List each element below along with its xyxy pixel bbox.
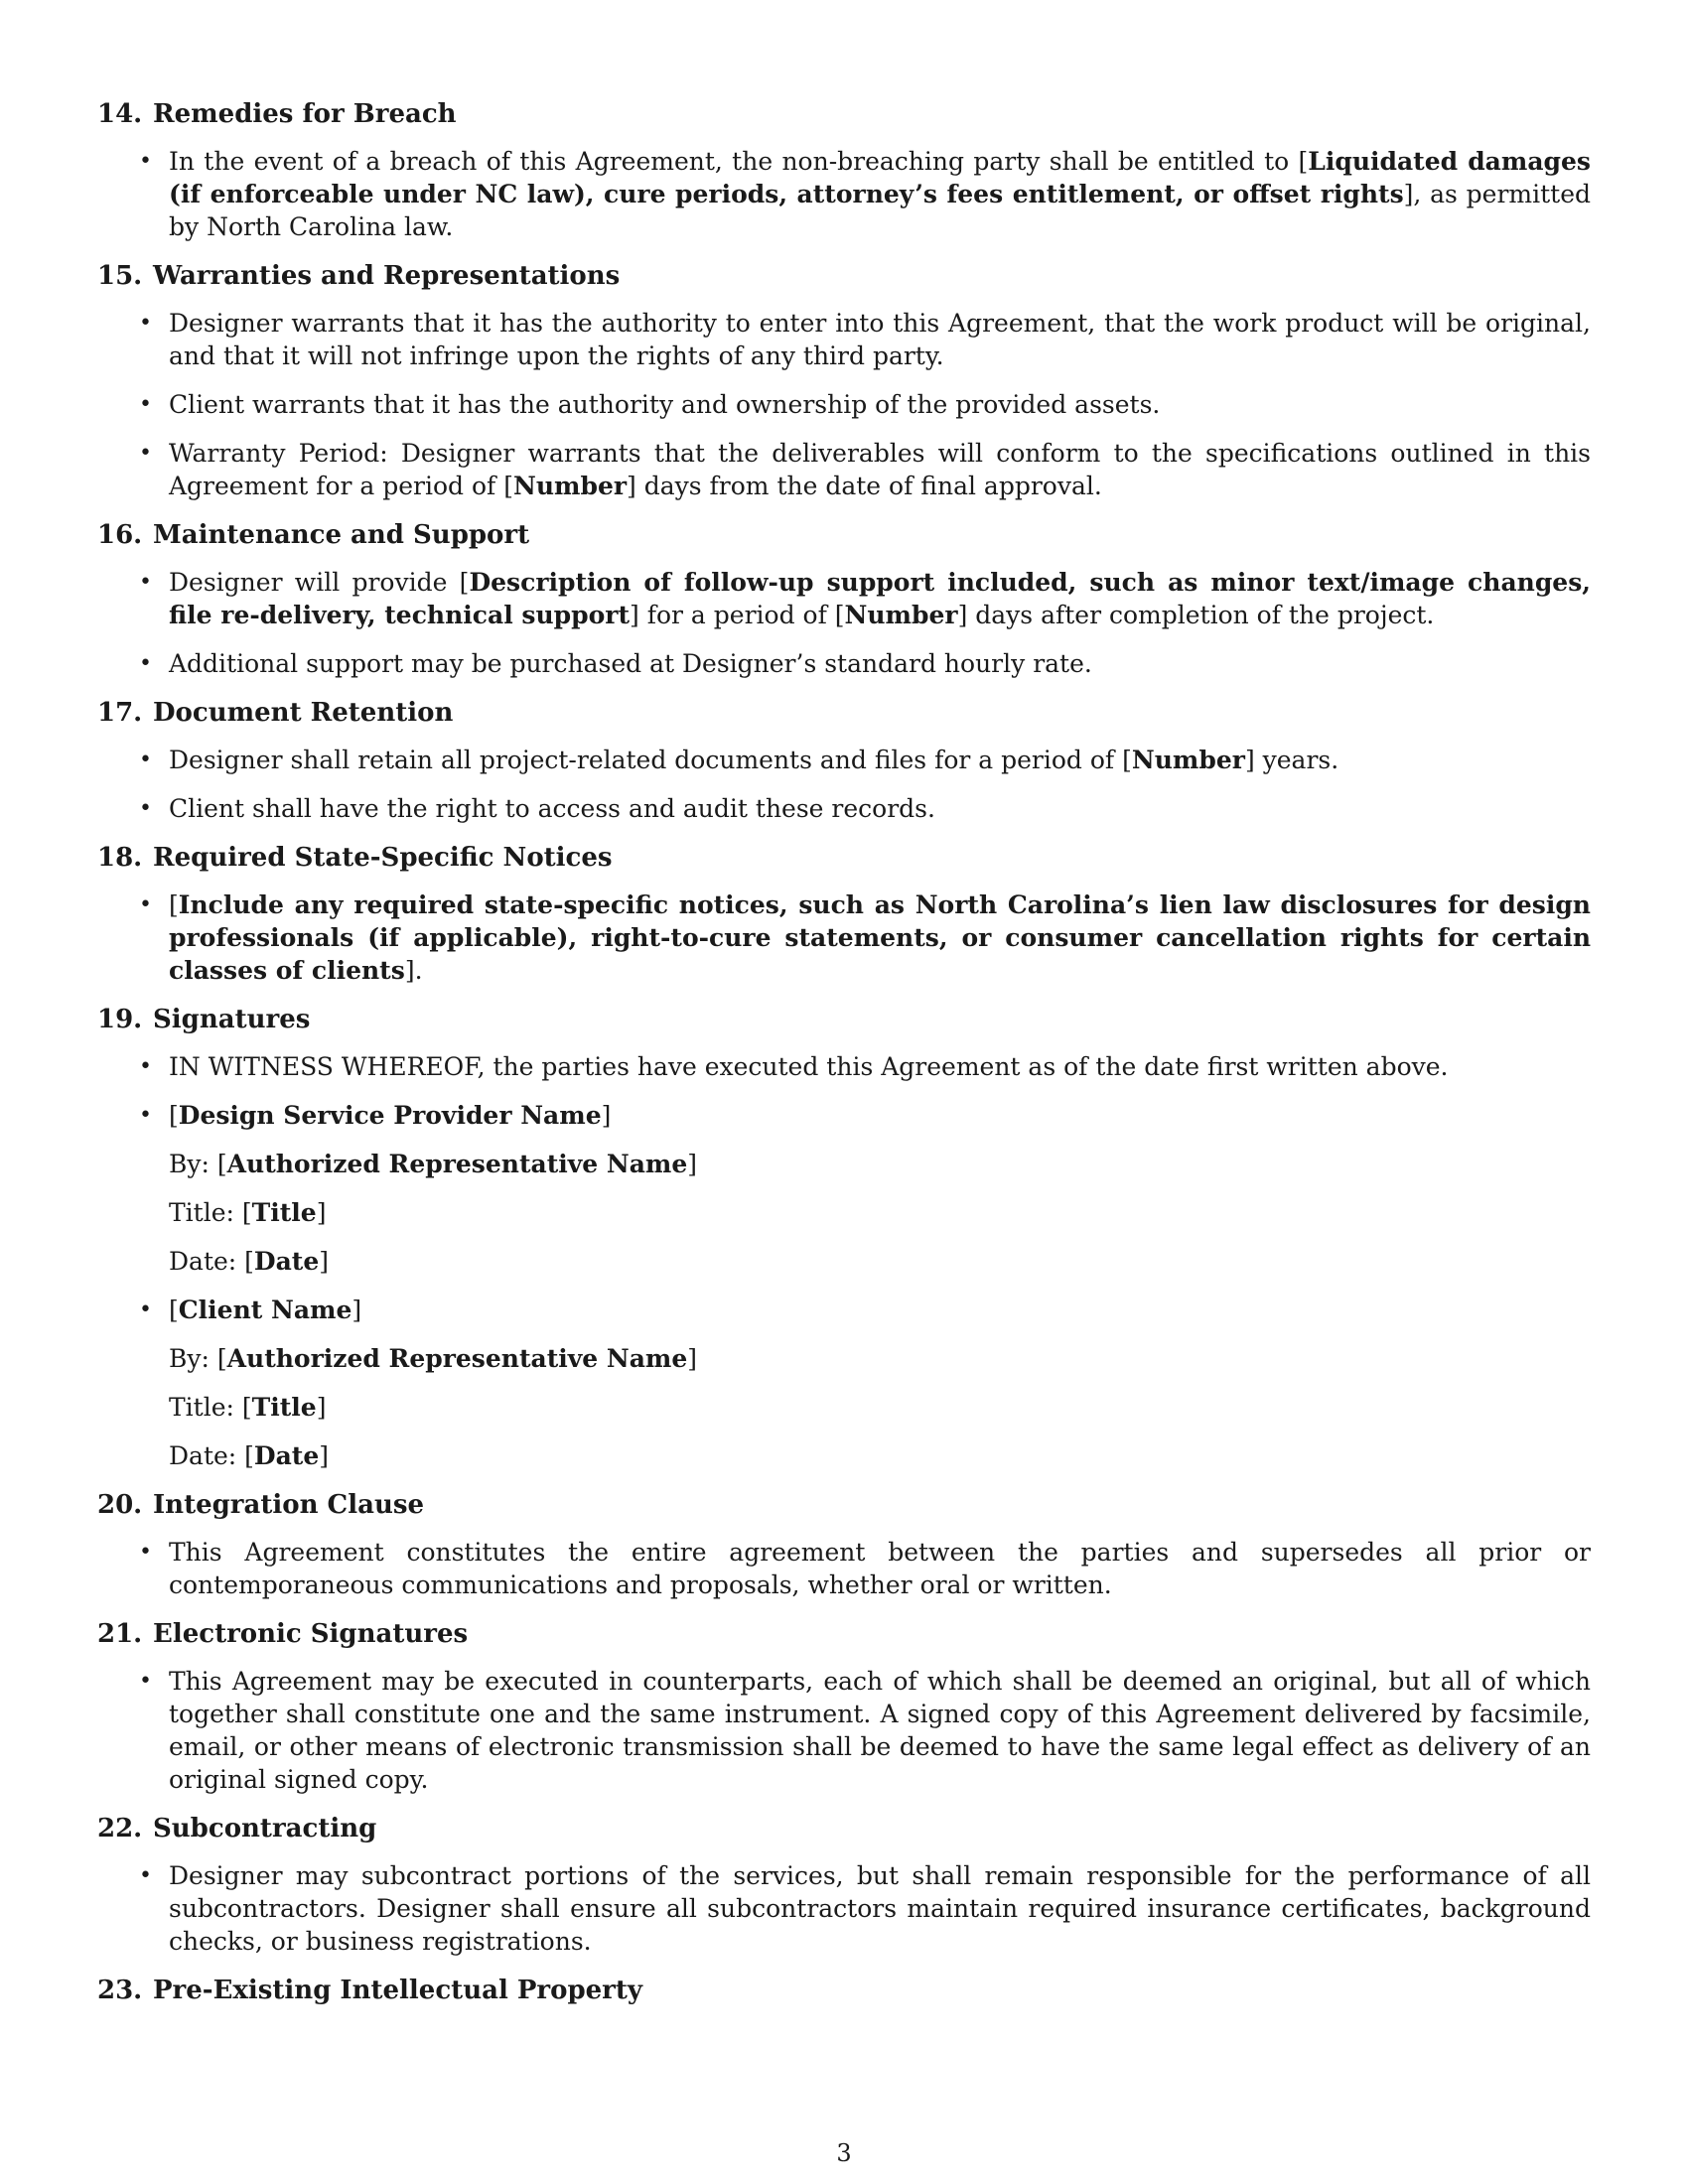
text-run: In the event of a breach of this Agreement, the non-breaching party shall be entitled to [ <box>169 147 1309 176</box>
list-item <box>97 145 1591 243</box>
signature-line <box>169 1196 1591 1229</box>
section-title: Remedies for Breach <box>153 99 457 129</box>
section-number: 18. <box>97 843 143 873</box>
section-heading <box>97 1617 1591 1651</box>
list-item <box>97 1050 1591 1083</box>
bullet-list <box>97 888 1591 987</box>
section <box>97 97 1591 243</box>
placeholder-field: Date <box>253 1247 320 1276</box>
text-run: ] <box>687 1344 698 1373</box>
section <box>97 841 1591 987</box>
text-run: Warranty Period: Designer warrants that the deliverables will conform to the specifications outlined in this Agreement for a period of [ <box>169 439 1591 500</box>
list-item <box>97 566 1591 631</box>
section-number: 19. <box>97 1005 143 1034</box>
section-number: 17. <box>97 698 143 728</box>
placeholder-field: Title <box>251 1198 317 1227</box>
text-run: Date: [ <box>169 1441 254 1470</box>
text-run: ] for a period of [ <box>630 601 845 629</box>
list-item <box>97 388 1591 421</box>
text-run: This Agreement may be executed in counterparts, each of which shall be deemed an original, but all of which together shall constitute one and the same instrument. A signed copy of this Agreement delivered by facsimile, email, or other means of electronic transmission shall be deemed to have the same legal effect as delivery of an original signed copy. <box>169 1667 1591 1794</box>
list-item <box>97 1665 1591 1796</box>
text-run: [ <box>169 1296 179 1324</box>
list-item <box>97 1294 1591 1472</box>
section-title: Electronic Signatures <box>153 1619 469 1649</box>
text-run: Date: [ <box>169 1247 254 1276</box>
section-number: 22. <box>97 1814 143 1843</box>
list-item <box>97 1536 1591 1601</box>
text-run: ], as permitted by North Carolina law. <box>169 180 1591 241</box>
text-run: ] <box>601 1101 612 1130</box>
section-number: 14. <box>97 99 143 129</box>
section <box>97 1974 1591 2007</box>
text-run: [ <box>169 1101 179 1130</box>
signature-line <box>169 1391 1591 1424</box>
section-title: Integration Clause <box>153 1490 425 1520</box>
section-title: Pre-Existing Intellectual Property <box>153 1976 642 2005</box>
section-title: Subcontracting <box>153 1814 377 1843</box>
signature-line <box>169 1148 1591 1180</box>
list-item <box>97 792 1591 825</box>
signature-line <box>169 1245 1591 1278</box>
section-heading <box>97 1003 1591 1036</box>
section <box>97 518 1591 680</box>
text-run: Title: [ <box>169 1393 252 1422</box>
text-run: ] <box>319 1441 330 1470</box>
section-number: 15. <box>97 261 143 291</box>
section-number: 23. <box>97 1976 143 2005</box>
bullet-list <box>97 744 1591 825</box>
text-run: ] <box>316 1198 327 1227</box>
section-heading <box>97 696 1591 730</box>
section <box>97 1003 1591 1472</box>
placeholder-field: Number <box>1131 746 1245 774</box>
section-heading <box>97 841 1591 875</box>
text-run: ] days from the date of final approval. <box>627 472 1102 500</box>
placeholder-field: Authorized Representative Name <box>226 1150 688 1178</box>
page-number: 3 <box>836 2139 852 2167</box>
text-run: ] <box>319 1247 330 1276</box>
text-run: ] <box>687 1150 698 1178</box>
section <box>97 1812 1591 1958</box>
section-heading <box>97 259 1591 293</box>
list-item <box>97 647 1591 680</box>
placeholder-field: Date <box>253 1441 320 1470</box>
placeholder-field: Number <box>844 601 958 629</box>
section <box>97 1488 1591 1601</box>
list-item <box>97 888 1591 987</box>
list-item <box>97 307 1591 372</box>
text-run: Additional support may be purchased at Designer’s standard hourly rate. <box>169 649 1092 678</box>
text-run: By: [ <box>169 1150 227 1178</box>
section-title: Warranties and Representations <box>153 261 621 291</box>
bullet-list <box>97 566 1591 680</box>
document-page <box>97 97 1591 2021</box>
text-run: Designer will provide [ <box>169 568 470 597</box>
placeholder-field: Description of follow-up support included, such as minor text/image changes, file re-delivery, technical support <box>169 568 1591 629</box>
list-item <box>97 1859 1591 1958</box>
placeholder-field: Client Name <box>178 1296 352 1324</box>
list-item <box>97 744 1591 776</box>
text-run: ] years. <box>1244 746 1339 774</box>
placeholder-field: Design Service Provider Name <box>178 1101 602 1130</box>
section-number: 16. <box>97 520 143 550</box>
section-title: Document Retention <box>153 698 454 728</box>
text-run: Designer may subcontract portions of the services, but shall remain responsible for the performance of all subcontractors. Designer shall ensure all subcontractors maintain required insurance certificates, background checks, or business registrations. <box>169 1861 1591 1956</box>
placeholder-field: Authorized Representative Name <box>226 1344 688 1373</box>
text-run: ]. <box>404 956 423 985</box>
list-item <box>97 1099 1591 1278</box>
text-run: Client shall have the right to access and audit these records. <box>169 794 935 823</box>
text-run: Title: [ <box>169 1198 252 1227</box>
section-heading <box>97 97 1591 131</box>
text-run: Client warrants that it has the authority and ownership of the provided assets. <box>169 390 1161 419</box>
section <box>97 696 1591 825</box>
section <box>97 1617 1591 1796</box>
text-run: By: [ <box>169 1344 227 1373</box>
text-run: [ <box>169 890 179 919</box>
text-run: Designer warrants that it has the authority to enter into this Agreement, that the work product will be original, and that it will not infringe upon the rights of any third party. <box>169 309 1591 370</box>
text-run: ] <box>352 1296 362 1324</box>
section-number: 21. <box>97 1619 143 1649</box>
bullet-list <box>97 1665 1591 1796</box>
list-item <box>97 437 1591 502</box>
placeholder-field: Include any required state-specific notices, such as North Carolina’s lien law disclosures for design professionals (if applicable), right-to-cure statements, or consumer cancellation rights for certain classes of clients <box>169 890 1591 985</box>
section-heading <box>97 1488 1591 1522</box>
section-heading <box>97 1812 1591 1845</box>
bullet-list <box>97 1859 1591 1958</box>
section-number: 20. <box>97 1490 143 1520</box>
bullet-list <box>97 145 1591 243</box>
placeholder-field: Number <box>513 472 628 500</box>
section-title: Signatures <box>153 1005 311 1034</box>
text-run: ] days after completion of the project. <box>957 601 1435 629</box>
section-title: Required State-Specific Notices <box>153 843 613 873</box>
bullet-list <box>97 1536 1591 1601</box>
placeholder-field: Liquidated damages (if enforceable under NC law), cure periods, attorney’s fees entitlement, or offset rights <box>169 147 1591 208</box>
bullet-list <box>97 307 1591 502</box>
section <box>97 259 1591 502</box>
text-run: Designer shall retain all project-related documents and files for a period of [ <box>169 746 1132 774</box>
text-run: This Agreement constitutes the entire agreement between the parties and supersedes all prior or contemporaneous communications and proposals, whether oral or written. <box>169 1538 1591 1599</box>
text-run: IN WITNESS WHEREOF, the parties have executed this Agreement as of the date first written above. <box>169 1052 1449 1081</box>
section-heading <box>97 518 1591 552</box>
placeholder-field: Title <box>251 1393 317 1422</box>
text-run: ] <box>316 1393 327 1422</box>
signature-line <box>169 1439 1591 1472</box>
signature-line <box>169 1342 1591 1375</box>
section-heading <box>97 1974 1591 2007</box>
section-title: Maintenance and Support <box>153 520 530 550</box>
bullet-list <box>97 1050 1591 1472</box>
